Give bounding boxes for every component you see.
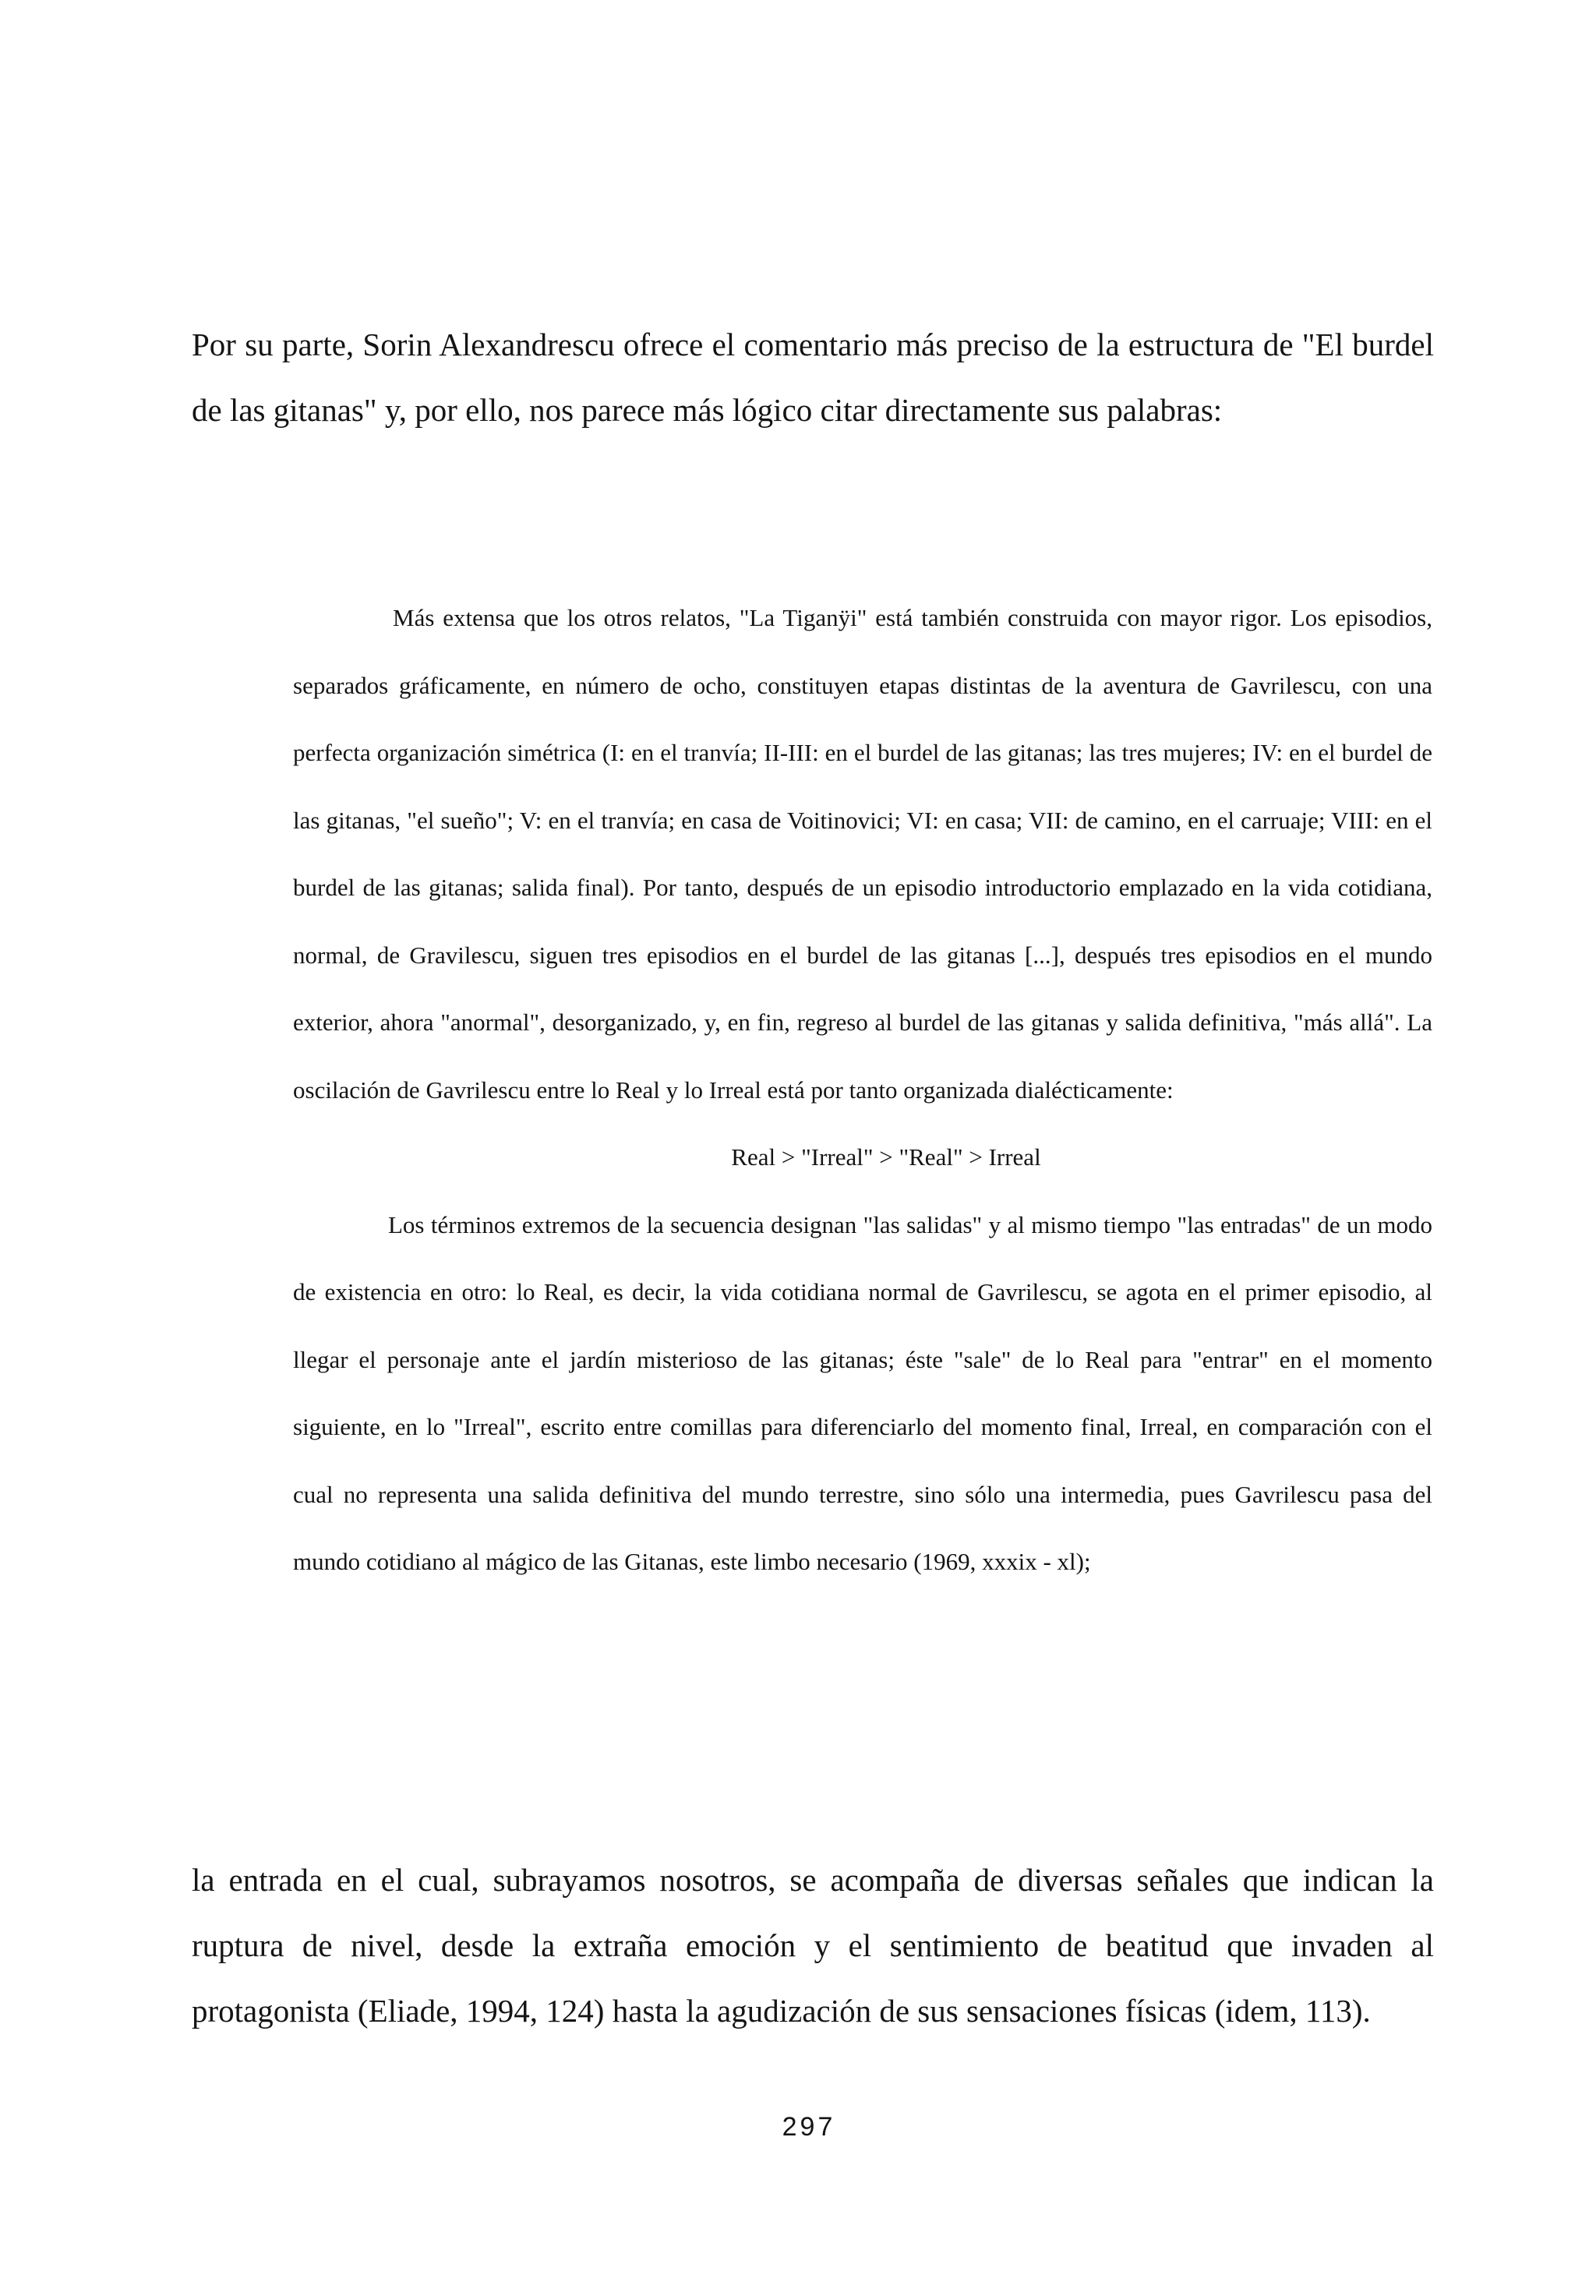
outro-paragraph: la entrada en el cual, subrayamos nosotros, se acompaña de diversas señales que indican la ruptura de nivel, desde la extraña emoción y el sentimiento de beatitud que invaden al protagonista (Eliade, 1994, 124) hasta la agudización de sus sensaciones físicas (idem, 113).	[192, 1862, 1434, 2029]
intro-paragraph: Por su parte, Sorin Alexandrescu ofrece el comentario más preciso de la estructura de "El burdel de las gitanas" y, por ello, nos parece más lógico citar directamente sus palabras:	[192, 327, 1434, 428]
quote-second-paragraph: Los términos extremos de la secuencia designan "las salidas" y al mismo tiempo "las entradas" de un modo de existencia en otro: lo Real, es decir, la vida cotidiana normal de Gavrilescu, se agota en el primer episodio, al llegar el personaje ante el jardín misterioso de las gitanas; éste "sale" de lo Real para "entrar" en el momento siguiente, en lo "Irreal", escrito entre comillas para diferenciarlo del momento final, Irreal, en comparación con el cual no representa una salida definitiva del mundo terrestre, sino sólo una intermedia, pues Gavrilescu pasa del mundo cotidiano al mágico de las Gitanas, este limbo necesario (1969, xxxix - xl);	[293, 1210, 1432, 1575]
quote-formula: Real > "Irreal" > "Real" > Irreal	[731, 1143, 1041, 1171]
quote-first-paragraph: Más extensa que los otros relatos, "La Tiganÿi" está también construida con mayor rigor. Los episodios, separados gráficamente, en número de ocho, constituyen etapas distintas de la aventura de Gavrilescu, con una perfecta organización simétrica (I: en el tranvía; II-III: en el burdel de las gitanas; las tres mujeres; IV: en el burdel de las gitanas, "el sueño"; V: en el tranvía; en casa de Voitinovici; VI: en casa; VII: de camino, en el carruaje; VIII: en el burdel de las gitanas; salida final). Por tanto, después de un episodio introductorio emplazado en la vida cotidiana, normal, de Gravilescu, siguen tres episodios en el burdel de las gitanas [...], después tres episodios en el mundo exterior, ahora "anormal", desorganizado, y, en fin, regreso al burdel de las gitanas y salida definitiva, "más allá". La oscilación de Gavrilescu entre lo Real y lo Irreal está por tanto organizada dialécticamente:	[293, 604, 1432, 1104]
page-number: 297	[782, 2112, 836, 2142]
block-quote	[293, 585, 1432, 1596]
